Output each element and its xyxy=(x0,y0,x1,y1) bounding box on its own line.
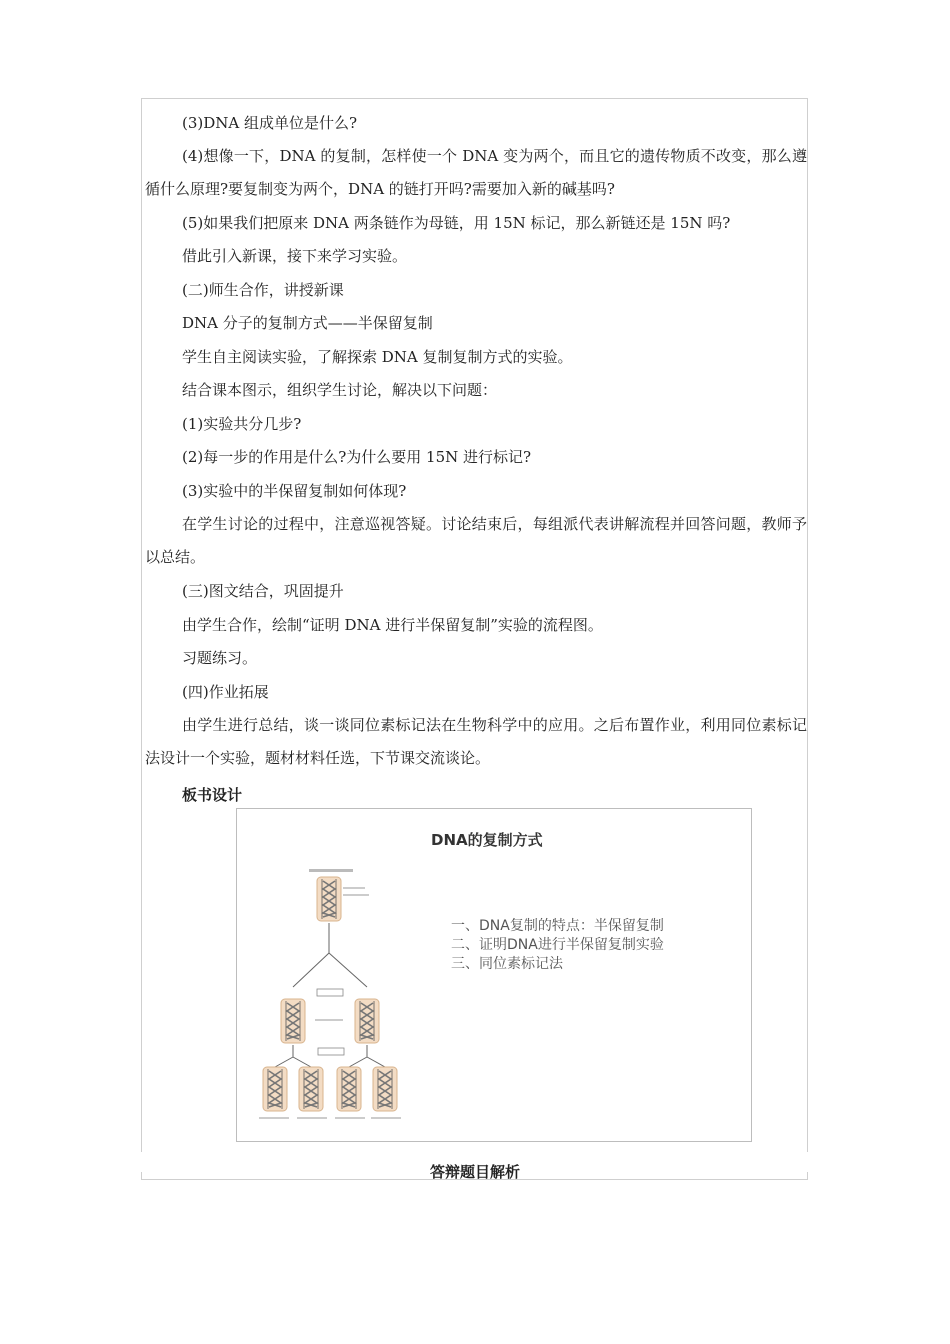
board-point-list xyxy=(451,917,664,974)
paragraph-topic: DNA 分子的复制方式——半保留复制 xyxy=(182,314,433,332)
paragraph-intro-new-lesson: 借此引入新课，接下来学习实验。 xyxy=(182,247,408,265)
board-title: DNA的复制方式 xyxy=(431,831,543,849)
dna-replication-diagram xyxy=(253,861,453,1131)
paragraph-question-4: (4)想像一下，DNA 的复制，怎样使一个 DNA 变为两个，而且它的遗传物质不改变，那么遵循什么原理?要复制变为两个，DNA 的链打开吗?需要加入新的碱基吗? xyxy=(145,147,807,198)
paragraph-exercise: 习题练习。 xyxy=(182,649,258,667)
section-heading-4: (四)作业拓展 xyxy=(182,683,269,701)
second-gen-dna-1-icon xyxy=(263,1067,287,1111)
second-gen-dna-3-icon xyxy=(337,1067,361,1111)
section-heading-3: (三)图文结合，巩固提升 xyxy=(182,582,344,600)
board-point-2: 二、证明DNA进行半保留复制实验 xyxy=(451,937,664,953)
paragraph-homework: 由学生进行总结，谈一谈同位素标记法在生物科学中的应用。之后布置作业，利用同位素标记法设计一个实验，题材材料任选，下节课交流谈论。 xyxy=(145,716,807,767)
board-design-image xyxy=(236,808,752,1142)
parent-dna-icon xyxy=(317,877,341,921)
second-gen-dna-4-icon xyxy=(373,1067,397,1111)
paragraph-question-3: (3)DNA 组成单位是什么? xyxy=(182,114,358,132)
first-gen-dna-left-icon xyxy=(281,999,305,1043)
paragraph-step-question-1: (1)实验共分几步? xyxy=(182,415,302,433)
first-gen-dna-right-icon xyxy=(355,999,379,1043)
paragraph-flowchart: 由学生合作，绘制“证明 DNA 进行半保留复制”实验的流程图。 xyxy=(182,616,603,634)
defense-question-analysis-caption: 答辩题目解析 xyxy=(429,1163,520,1181)
section-heading-2: (二)师生合作，讲授新课 xyxy=(182,281,344,299)
paragraph-step-question-3: (3)实验中的半保留复制如何体现? xyxy=(182,482,407,500)
board-design-heading: 板书设计 xyxy=(182,786,243,804)
paragraph-step-question-2: (2)每一步的作用是什么?为什么要用 15N 进行标记? xyxy=(182,448,532,466)
paragraph-self-reading: 学生自主阅读实验，了解探索 DNA 复制复制方式的实验。 xyxy=(182,348,573,366)
second-gen-dna-2-icon xyxy=(299,1067,323,1111)
paragraph-question-5: (5)如果我们把原来 DNA 两条链作为母链，用 15N 标记，那么新链还是 15N 吗? xyxy=(182,214,731,232)
board-point-3: 三、同位素标记法 xyxy=(451,956,563,972)
paragraph-discussion: 结合课本图示，组织学生讨论，解决以下问题： xyxy=(182,381,498,399)
paragraph-guidance: 在学生讨论的过程中，注意巡视答疑。讨论结束后，每组派代表讲解流程并回答问题，教师予以总结。 xyxy=(145,515,807,566)
board-point-1: 一、DNA复制的特点：半保留复制 xyxy=(451,918,664,934)
